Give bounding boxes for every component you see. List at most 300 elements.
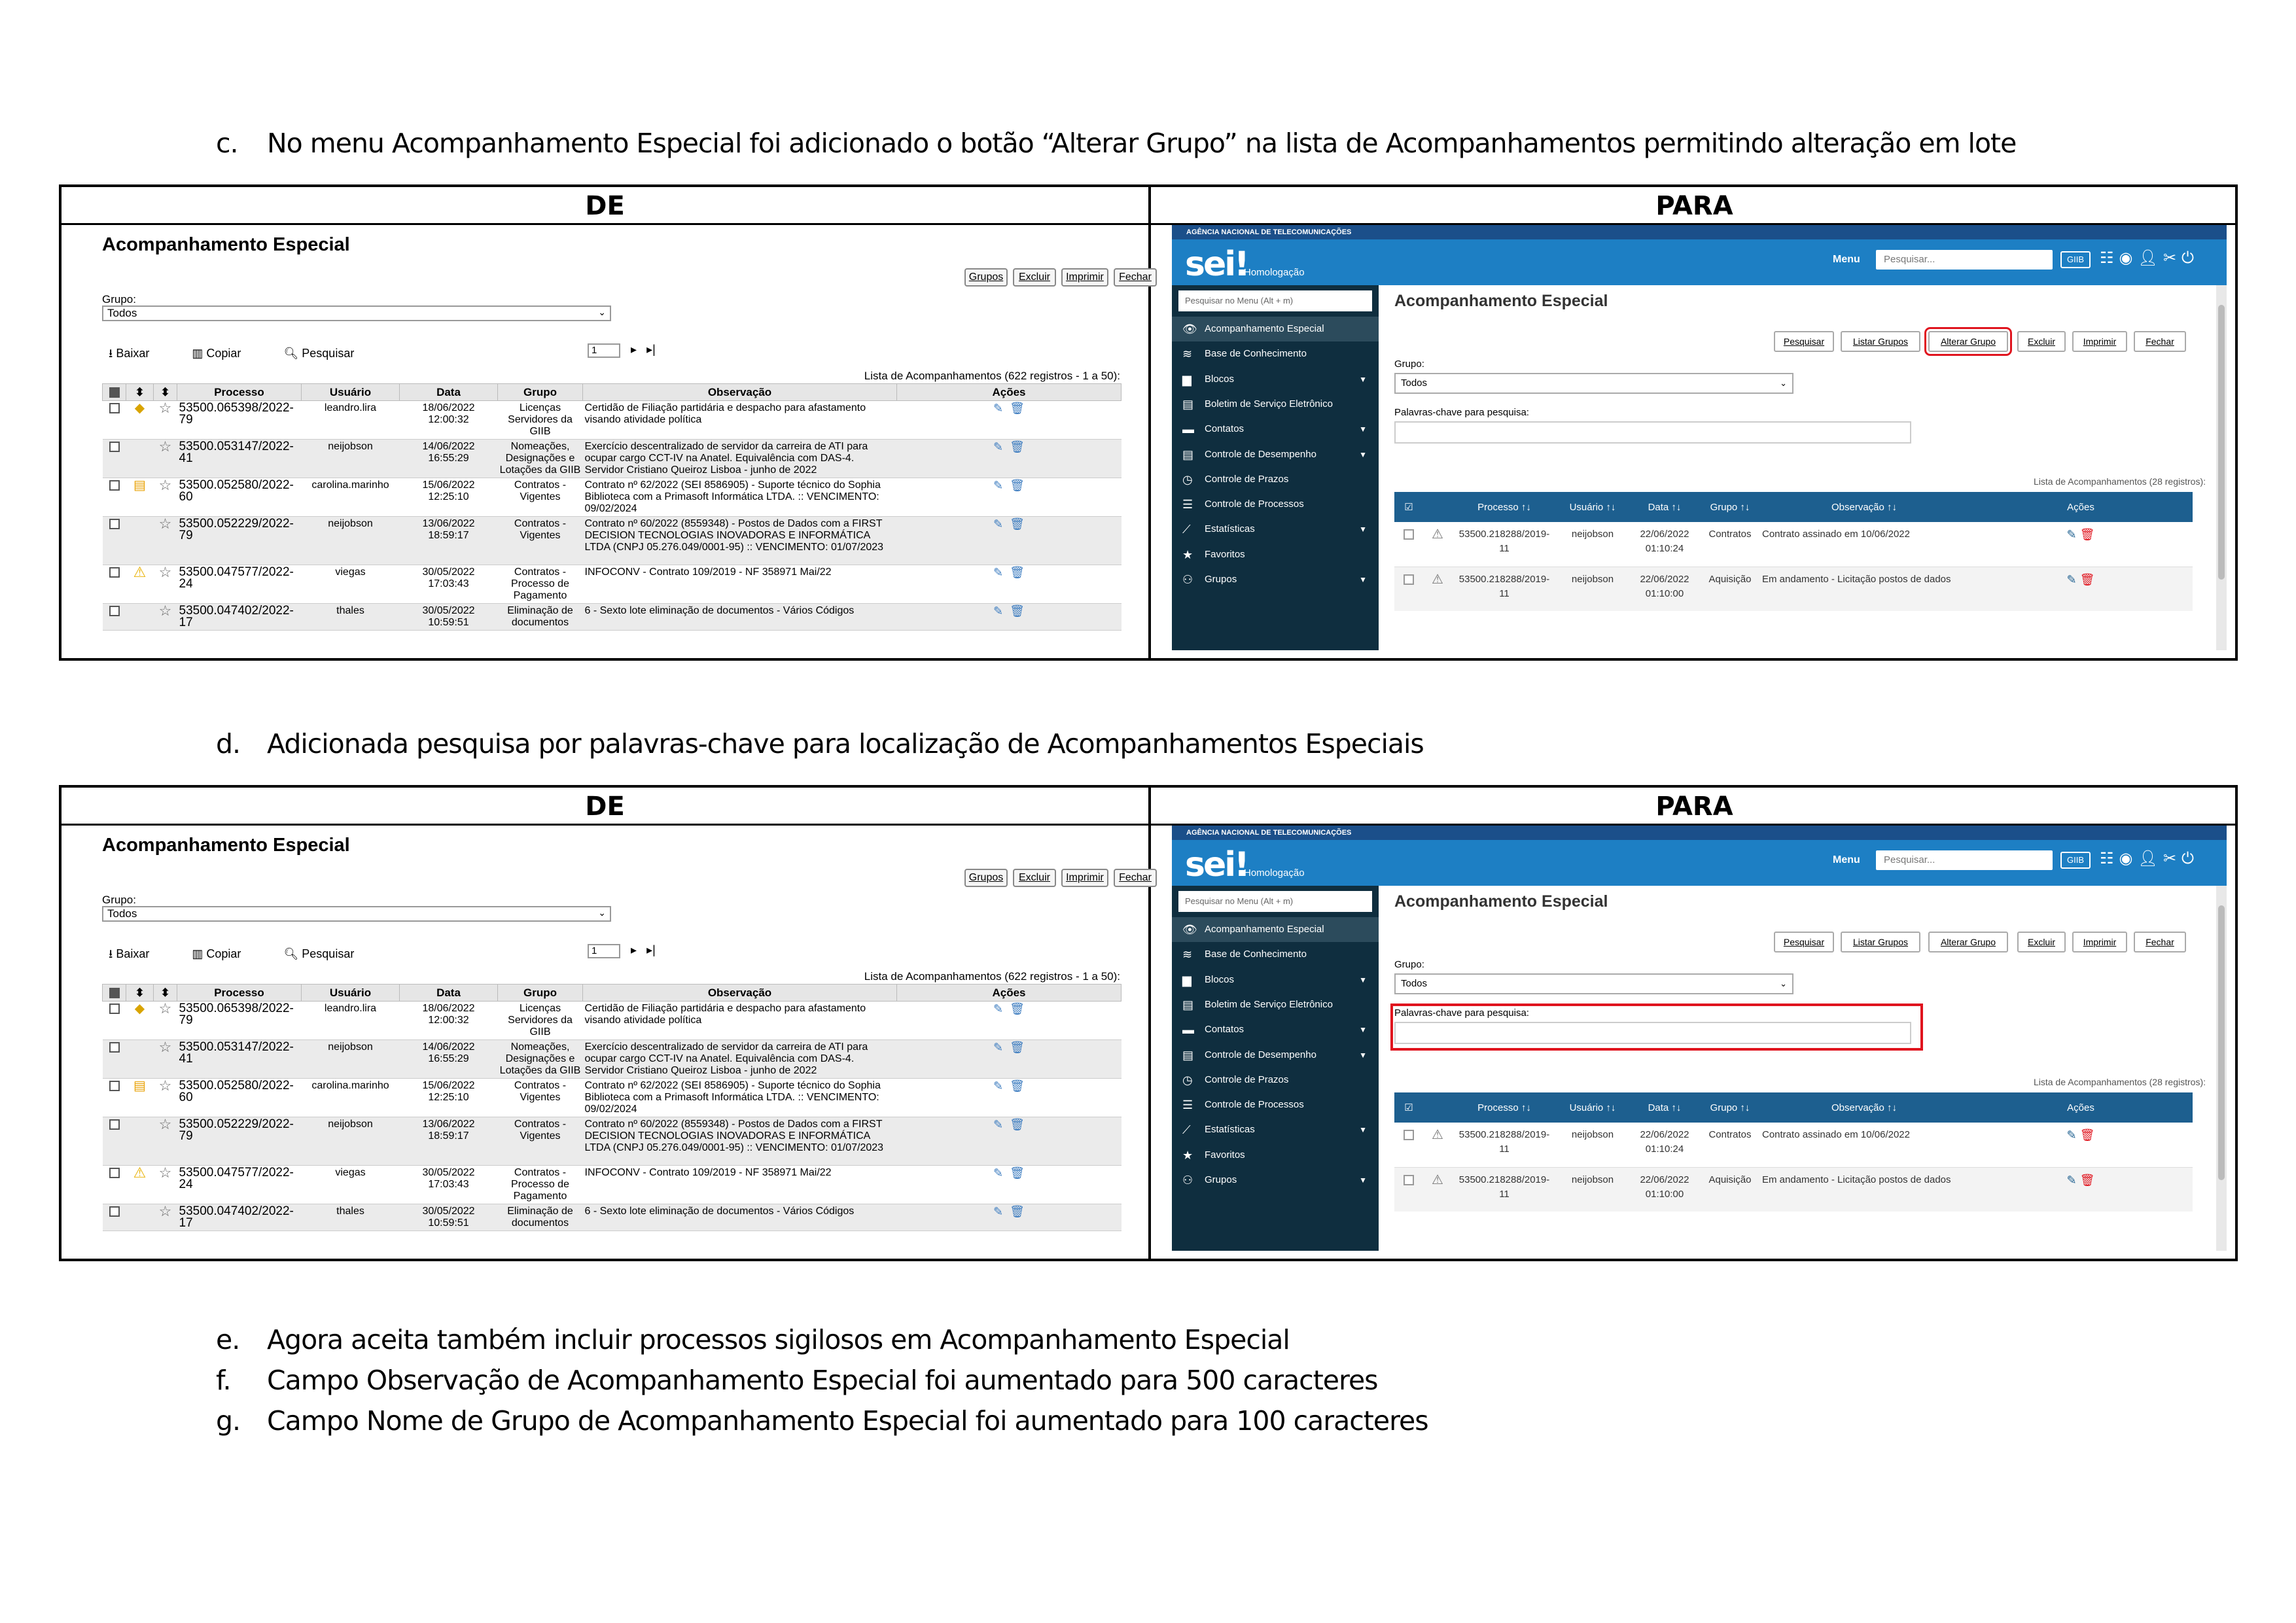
delete-icon[interactable]: 🗑︎ xyxy=(1010,1205,1025,1218)
expand-icon: ▼ xyxy=(1359,1050,1367,1060)
date-cell: 13/06/2022 18:59:17 xyxy=(400,1117,498,1166)
delete-icon[interactable]: 🗑︎ xyxy=(1010,1041,1025,1054)
sidebar-item[interactable]: ▬ Contatos ▼ xyxy=(1172,417,1379,442)
table-row[interactable] xyxy=(103,604,1122,631)
comparison-table-d xyxy=(59,785,2238,1261)
chevron-down-icon: ⌄ xyxy=(1780,378,1787,388)
old-fechar-button[interactable]: Fechar xyxy=(1114,869,1157,887)
sei-header xyxy=(1172,840,2227,886)
observation-cell: Contrato nº 60/2022 (8559348) - Postos de Dados com a FIRST DECISION TECNOLOGIAS INOVADORAS E INFORMÁTICA LTDA (CNPJ 05.276.049/0001-95) :: VENCIMENTO: 01/07/2023 xyxy=(583,1117,897,1166)
new-col-processo[interactable]: Processo ↑↓ xyxy=(1452,1092,1557,1123)
observation-cell: Em andamento - Licitação postos de dados xyxy=(1759,1167,1969,1212)
old-col-usuario[interactable]: Usuário xyxy=(302,384,400,401)
edit-icon[interactable]: ✎ xyxy=(993,1079,1004,1092)
row-checkbox[interactable] xyxy=(109,519,120,529)
table-row[interactable] xyxy=(103,1079,1122,1117)
sidebar-item[interactable]: ⚇ Grupos ▼ xyxy=(1172,1168,1379,1193)
grid-icon[interactable]: ☷ xyxy=(2100,850,2119,867)
column-divider xyxy=(1148,788,1151,1259)
star-icon[interactable]: ☆ xyxy=(154,1204,177,1231)
group-cell: Contratos xyxy=(1701,1123,1759,1167)
new-pesquisar-button[interactable]: Pesquisar xyxy=(1774,932,1834,952)
row-checkbox[interactable] xyxy=(1404,1175,1414,1185)
new-fechar-button[interactable]: Fechar xyxy=(2134,331,2186,352)
old-col-usuario[interactable]: Usuário xyxy=(302,985,400,1002)
group-cell: Licenças Servidores da GIIB xyxy=(498,401,583,440)
table-row[interactable] xyxy=(103,440,1122,478)
row-checkbox[interactable] xyxy=(109,442,120,452)
menu-icon: ◷ xyxy=(1182,1073,1193,1087)
process-link[interactable]: 53500.065398/2022-79 xyxy=(177,1002,302,1040)
user-icon[interactable]: 👤︎ xyxy=(2138,249,2163,267)
row-checkbox[interactable] xyxy=(1404,529,1414,540)
expand-icon: ▼ xyxy=(1359,449,1367,459)
observation-cell: Contrato nº 62/2022 (SEI 8586905) - Suporte técnico do Sophia Biblioteca com a Primasoft Informática LTDA. :: VENCIMENTO: 09/02/2024 xyxy=(583,478,897,517)
menu-icon: 👁 xyxy=(1182,323,1197,336)
old-record-count: Lista de Acompanhamentos (622 registros - 1 a 50): xyxy=(864,970,1120,983)
old-pesquisar-tool[interactable]: 🔍︎ Pesquisar xyxy=(283,347,355,360)
table-row[interactable] xyxy=(1394,567,2193,611)
table-row[interactable] xyxy=(103,1117,1122,1166)
edit-icon[interactable]: ✎ xyxy=(993,1118,1004,1131)
sidebar-item[interactable]: ☰ Controle de Processos xyxy=(1172,1092,1379,1117)
environment-label: Homologação xyxy=(1244,267,1305,278)
menu-icon: ⚇ xyxy=(1182,573,1193,586)
sidebar-item[interactable]: 👁 Acompanhamento Especial xyxy=(1172,917,1379,942)
new-imprimir-button[interactable]: Imprimir xyxy=(2072,932,2127,952)
warning-icon: ⚠ xyxy=(133,1164,147,1181)
old-col-observacao[interactable]: Observação xyxy=(583,384,897,401)
new-group-select[interactable]: Todos ⌄ xyxy=(1394,973,1793,994)
tag-icon: ◆ xyxy=(134,1002,145,1016)
sei-logo[interactable]: sei! xyxy=(1185,245,1248,284)
star-icon[interactable]: ☆ xyxy=(154,1040,177,1079)
scrollbar[interactable] xyxy=(2216,886,2227,1251)
old-excluir-button[interactable]: Excluir xyxy=(1013,869,1056,887)
group-cell: Eliminação de documentos xyxy=(498,1204,583,1231)
edit-icon[interactable]: ✎ xyxy=(993,440,1004,453)
expand-icon: ▼ xyxy=(1359,1125,1367,1135)
col-to-label: PARA xyxy=(1655,792,1733,822)
process-link[interactable]: 53500.052229/2022-79 xyxy=(177,1117,302,1166)
date-cell: 30/05/2022 17:03:43 xyxy=(400,1166,498,1204)
group-cell: Contratos - Vigentes xyxy=(498,517,583,565)
delete-icon[interactable]: 🗑︎ xyxy=(1010,479,1025,492)
date-cell: 15/06/2022 12:25:10 xyxy=(400,1079,498,1117)
table-row[interactable] xyxy=(103,1166,1122,1204)
sidebar-item[interactable]: ▤ Controle de Desempenho ▼ xyxy=(1172,442,1379,467)
new-col-acoes: Ações xyxy=(1969,1092,2193,1123)
scrollbar-thumb[interactable] xyxy=(2218,305,2225,580)
observation-cell: Exercício descentralizado de servidor da carreira de ATI para ocupar cargo CCT-IV na Anatel. Equivalência com DAS-4. Servidor Cristiano Queiroz Lisboa - junho de 2022 xyxy=(583,1040,897,1079)
old-baixar-tool[interactable]: ⭳ Baixar xyxy=(109,347,150,360)
star-icon[interactable]: ☆ xyxy=(154,604,177,631)
old-excluir-button[interactable]: Excluir xyxy=(1013,268,1056,287)
warning-icon: ⚠ xyxy=(133,564,147,580)
last-page-icon[interactable]: ▸| xyxy=(646,343,656,356)
old-col-processo[interactable]: Processo xyxy=(177,985,302,1002)
edit-icon[interactable]: ✎ xyxy=(2066,1173,2077,1187)
table-row[interactable] xyxy=(103,1002,1122,1040)
edit-icon[interactable]: ✎ xyxy=(993,604,1004,618)
global-search-input[interactable]: Pesquisar... xyxy=(1876,250,2053,270)
user-cell: neijobson xyxy=(1557,1167,1629,1212)
menu-search-input[interactable]: Pesquisar no Menu (Alt + m) xyxy=(1178,290,1372,311)
group-cell: Aquisição xyxy=(1701,1167,1759,1212)
note-g: g. Campo Nome de Grupo de Acompanhamento Especial foi aumentado para 100 caracteres xyxy=(216,1405,1428,1437)
process-link[interactable]: 53500.052229/2022-79 xyxy=(177,517,302,565)
row-checkbox[interactable] xyxy=(1404,1130,1414,1140)
date-cell: 15/06/2022 12:25:10 xyxy=(400,478,498,517)
sidebar-item[interactable]: ▆ Blocos ▼ xyxy=(1172,968,1379,992)
sidebar-item[interactable]: ▤ Boletim de Serviço Eletrônico xyxy=(1172,992,1379,1017)
row-checkbox[interactable] xyxy=(109,403,120,413)
new-table xyxy=(1394,1092,2193,1212)
unit-selector[interactable]: GIIB xyxy=(2060,251,2091,268)
expand-icon: ▼ xyxy=(1359,425,1367,434)
group-cell: Aquisição xyxy=(1701,567,1759,611)
user-icon[interactable]: 👤︎ xyxy=(2138,850,2163,867)
process-link[interactable]: 53500.065398/2022-79 xyxy=(177,401,302,440)
keyword-label: Palavras-chave para pesquisa: xyxy=(1394,407,1529,418)
note-f: f. Campo Observação de Acompanhamento Especial foi aumentado para 500 caracteres xyxy=(216,1365,1378,1396)
new-group-select[interactable]: Todos ⌄ xyxy=(1394,373,1793,394)
grid-icon[interactable]: ☷ xyxy=(2100,249,2119,267)
delete-icon[interactable]: 🗑︎ xyxy=(1010,1118,1025,1131)
menu-search-input[interactable]: Pesquisar no Menu (Alt + m) xyxy=(1178,891,1372,912)
power-icon[interactable]: ⏻ xyxy=(2181,249,2200,267)
old-group-select[interactable]: Todos ⌄ xyxy=(102,906,611,922)
sidebar-item[interactable]: ◷ Controle de Prazos xyxy=(1172,467,1379,492)
keyword-input[interactable] xyxy=(1394,421,1911,444)
menu-icon: ☰ xyxy=(1182,1098,1193,1112)
edit-icon[interactable]: ✎ xyxy=(2066,572,2077,586)
sidebar-item[interactable]: ⟋ Estatísticas ▼ xyxy=(1172,1117,1379,1142)
row-checkbox[interactable] xyxy=(109,1042,120,1053)
info-icon[interactable]: ◉ xyxy=(2119,249,2138,267)
menu-icon: ▤ xyxy=(1182,447,1194,461)
observation-cell: Certidão de Filiação partidária e despacho para afastamento visando atividade política xyxy=(583,401,897,440)
warning-icon: ⚠ xyxy=(1423,1167,1452,1212)
table-row[interactable] xyxy=(103,1040,1122,1079)
star-icon[interactable]: ☆ xyxy=(154,1002,177,1040)
new-listar-grupos-button[interactable]: Listar Grupos xyxy=(1841,331,1920,352)
sidebar-item[interactable]: ★ Favoritos xyxy=(1172,1143,1379,1168)
process-link[interactable]: 53500.218288/2019-11 xyxy=(1452,522,1557,567)
tools-icon[interactable]: ✂ xyxy=(2163,249,2182,267)
delete-icon[interactable]: 🗑︎ xyxy=(2079,1173,2095,1187)
date-cell: 18/06/2022 12:00:32 xyxy=(400,1002,498,1040)
old-grupos-button[interactable]: Grupos xyxy=(964,268,1008,287)
expand-icon: ▼ xyxy=(1359,525,1367,534)
old-screen xyxy=(101,225,1152,659)
old-pager xyxy=(588,343,656,358)
menu-icon: ▆ xyxy=(1182,372,1192,386)
table-row[interactable] xyxy=(1394,1167,2193,1212)
new-alterar-grupo-button[interactable]: Alterar Grupo xyxy=(1928,331,2008,352)
chevron-down-icon: ⌄ xyxy=(598,307,606,317)
global-search-input[interactable]: Pesquisar... xyxy=(1876,850,2053,870)
sidebar-item[interactable]: ⟋ Estatísticas ▼ xyxy=(1172,517,1379,542)
tag-icon: ◆ xyxy=(134,401,145,415)
old-col-grupo[interactable]: Grupo xyxy=(498,384,583,401)
table-row[interactable] xyxy=(1394,522,2193,567)
date-cell: 30/05/2022 10:59:51 xyxy=(400,1204,498,1231)
edit-icon[interactable]: ✎ xyxy=(993,1041,1004,1054)
column-divider xyxy=(1148,187,1151,658)
edit-icon[interactable]: ✎ xyxy=(993,1002,1004,1015)
sei-logo[interactable]: sei! xyxy=(1185,845,1248,884)
delete-icon[interactable]: 🗑︎ xyxy=(1010,566,1025,579)
star-icon[interactable]: ☆ xyxy=(154,478,177,517)
star-icon[interactable]: ☆ xyxy=(154,565,177,604)
row-checkbox[interactable] xyxy=(109,1081,120,1091)
sidebar-item[interactable]: 👁 Acompanhamento Especial xyxy=(1172,317,1379,341)
info-icon[interactable]: ◉ xyxy=(2119,850,2138,867)
section-d-heading: d. Adicionada pesquisa por palavras-chave para localização de Acompanhamentos Especiais xyxy=(216,728,1424,759)
menu-icon: ▬ xyxy=(1182,423,1194,436)
delete-icon[interactable]: 🗑︎ xyxy=(1010,402,1025,415)
new-col-grupo[interactable]: Grupo ↑↓ xyxy=(1701,1092,1759,1123)
process-link[interactable]: 53500.053147/2022-41 xyxy=(177,440,302,478)
table-row[interactable] xyxy=(103,401,1122,440)
edit-icon[interactable]: ✎ xyxy=(993,1205,1004,1218)
edit-icon[interactable]: ✎ xyxy=(2066,1128,2077,1142)
table-row[interactable] xyxy=(103,1204,1122,1231)
edit-icon[interactable]: ✎ xyxy=(993,517,1004,531)
new-col-observacao[interactable]: Observação ↑↓ xyxy=(1759,492,1969,522)
old-baixar-tool[interactable]: ⭳ Baixar xyxy=(109,947,150,960)
old-select-all[interactable] xyxy=(103,384,126,401)
sidebar-item[interactable]: ★ Favoritos xyxy=(1172,542,1379,567)
table-row[interactable] xyxy=(1394,1123,2193,1167)
warning-icon: ⚠ xyxy=(1423,1123,1452,1167)
process-link[interactable]: 53500.047402/2022-17 xyxy=(177,1204,302,1231)
process-link[interactable]: 53500.047402/2022-17 xyxy=(177,604,302,631)
user-cell: neijobson xyxy=(1557,1123,1629,1167)
sidebar-item[interactable]: ☰ Controle de Processos xyxy=(1172,492,1379,517)
row-checkbox[interactable] xyxy=(109,1206,120,1217)
header-icons xyxy=(2100,249,2199,268)
sidebar-item[interactable]: ▬ Contatos ▼ xyxy=(1172,1017,1379,1042)
table-row[interactable] xyxy=(103,565,1122,604)
new-screen xyxy=(1172,225,2227,650)
sidebar-item[interactable]: ▤ Controle de Desempenho ▼ xyxy=(1172,1043,1379,1068)
new-fechar-button[interactable]: Fechar xyxy=(2134,932,2186,952)
observation-cell: Contrato nº 60/2022 (8559348) - Postos de Dados com a FIRST DECISION TECNOLOGIAS INOVADORAS E INFORMÁTICA LTDA (CNPJ 05.276.049/0001-95) :: VENCIMENTO: 01/07/2023 xyxy=(583,517,897,565)
new-pesquisar-button[interactable]: Pesquisar xyxy=(1774,331,1834,352)
group-cell: Eliminação de documentos xyxy=(498,604,583,631)
group-cell: Licenças Servidores da GIIB xyxy=(498,1002,583,1040)
row-checkbox[interactable] xyxy=(109,567,120,578)
new-imprimir-button[interactable]: Imprimir xyxy=(2072,331,2127,352)
scrollbar-thumb[interactable] xyxy=(2218,905,2225,1180)
menu-icon: ◷ xyxy=(1182,472,1193,486)
keyword-label: Palavras-chave para pesquisa: xyxy=(1394,1007,1529,1019)
group-cell: Contratos - Processo de Pagamento xyxy=(498,565,583,604)
main-content xyxy=(1394,886,2206,1251)
old-imprimir-button[interactable]: Imprimir xyxy=(1061,869,1108,887)
user-cell: thales xyxy=(302,1204,400,1231)
sidebar xyxy=(1172,285,1379,650)
star-icon[interactable]: ☆ xyxy=(154,1166,177,1204)
new-col-observacao[interactable]: Observação ↑↓ xyxy=(1759,1092,1969,1123)
sidebar-item[interactable]: ▤ Boletim de Serviço Eletrônico xyxy=(1172,392,1379,417)
delete-icon[interactable]: 🗑︎ xyxy=(1010,1166,1025,1179)
old-col-data[interactable]: Data xyxy=(400,985,498,1002)
menu-icon: 👁 xyxy=(1182,923,1197,936)
old-record-count: Lista de Acompanhamentos (622 registros - 1 a 50): xyxy=(864,370,1120,382)
observation-cell: Contrato assinado em 10/06/2022 xyxy=(1759,522,1969,567)
old-pesquisar-tool[interactable]: 🔍︎ Pesquisar xyxy=(283,947,355,960)
old-imprimir-button[interactable]: Imprimir xyxy=(1061,268,1108,287)
row-checkbox[interactable] xyxy=(1404,574,1414,585)
new-listar-grupos-button[interactable]: Listar Grupos xyxy=(1841,932,1920,952)
date-cell: 22/06/2022 01:10:00 xyxy=(1629,1167,1701,1212)
old-copiar-tool[interactable]: ▥ Copiar xyxy=(192,347,241,360)
new-select-all[interactable]: ☑ xyxy=(1394,492,1423,522)
new-col-processo[interactable]: Processo ↑↓ xyxy=(1452,492,1557,522)
new-screen xyxy=(1172,826,2227,1251)
new-col-acoes: Ações xyxy=(1969,492,2193,522)
unit-selector[interactable]: GIIB xyxy=(2060,852,2091,869)
menu-icon: ▆ xyxy=(1182,973,1192,986)
observation-cell: Em andamento - Licitação postos de dados xyxy=(1759,567,1969,611)
edit-icon[interactable]: ✎ xyxy=(2066,528,2077,541)
process-link[interactable]: 53500.218288/2019-11 xyxy=(1452,1167,1557,1212)
delete-icon[interactable]: 🗑︎ xyxy=(1010,517,1025,531)
edit-icon[interactable]: ✎ xyxy=(993,566,1004,579)
old-fechar-button[interactable]: Fechar xyxy=(1114,268,1157,287)
next-page-icon[interactable]: ▸ xyxy=(631,943,637,956)
delete-icon[interactable]: 🗑︎ xyxy=(2079,1128,2095,1142)
menu-icon: ▤ xyxy=(1182,397,1194,411)
user-cell: neijobson xyxy=(302,1117,400,1166)
old-page-select[interactable]: 1 xyxy=(588,944,620,958)
scrollbar[interactable] xyxy=(2216,285,2227,650)
process-link[interactable]: 53500.047577/2022-24 xyxy=(177,565,302,604)
edit-icon[interactable]: ✎ xyxy=(993,1166,1004,1179)
user-cell: neijobson xyxy=(302,1040,400,1079)
table-row[interactable] xyxy=(103,517,1122,565)
row-checkbox[interactable] xyxy=(109,1003,120,1014)
menu-icon: ★ xyxy=(1182,1148,1193,1162)
user-cell: neijobson xyxy=(1557,522,1629,567)
star-icon[interactable]: ☆ xyxy=(154,517,177,565)
old-group-select[interactable]: Todos ⌄ xyxy=(102,305,611,321)
new-record-count: Lista de Acompanhamentos (28 registros): xyxy=(2033,476,2206,487)
star-icon[interactable]: ☆ xyxy=(154,1117,177,1166)
tools-icon[interactable]: ✂ xyxy=(2163,850,2182,867)
row-checkbox[interactable] xyxy=(109,1168,120,1178)
date-cell: 14/06/2022 16:55:29 xyxy=(400,440,498,478)
process-link[interactable]: 53500.218288/2019-11 xyxy=(1452,1123,1557,1167)
process-link[interactable]: 53500.052580/2022-60 xyxy=(177,478,302,517)
process-link[interactable]: 53500.218288/2019-11 xyxy=(1452,567,1557,611)
delete-icon[interactable]: 🗑︎ xyxy=(1010,1002,1025,1015)
process-link[interactable]: 53500.053147/2022-41 xyxy=(177,1040,302,1079)
edit-icon[interactable]: ✎ xyxy=(993,479,1004,492)
notes-list xyxy=(216,1324,1428,1446)
old-table: ⬍ ⬍ Processo Usuário Data Grupo Observação Ações ◆ ☆ 53500.065398/2022-79 leandro.lira 18/06/2022 12:00:32 Licenças Servidores da GIIB Certidão de Filiação partidária e despacho para afastamento visando atividade política ✎ 🗑︎ ☆ 53500.053147/2022-41 neijobson 14/06/2022 16:55:29 Nomeações, Designações e Lotações da GIIB Exercício descentralizado de servidor da carreira de ATI para ocupar cargo CCT-IV na Anatel. Equivalência com DAS-4. Servidor Cristiano Queiroz Lisboa - junho de 2022 ✎ 🗑︎ ▤ ☆ 53500.052580/2022-60 carolina.marinho 15/06/2022 12:25:10 Contratos - Vigentes Contrato nº 62/2022 (SEI 8586905) - Suporte técnico do Sophia Biblioteca com a Primasoft Informática LTDA. :: VENCIMENTO: 09/02/2024 ✎ 🗑︎ ☆ 53500.052229/2022-79 neijobson 13/06/2022 18:59:17 Contratos - Vigentes Contrato nº 60/2022 (8559348) - Postos de Dados com a FIRST DECISION TECNOLOGIAS INOVADORAS E INFORMÁTICA LTDA (CNPJ 05.276.049/0001-95) :: VENCIMENTO: 01/07/2023 ✎ 🗑︎ ⚠ ☆ 53500.047577/2022-24 viegas 30/05/2022 17:03:43 Contratos - Processo de Pagamento INFOCONV - Contrato 109/2019 - NF 358971 Mai/22 ✎ 🗑︎ ☆ 53500.047402/2022-17 thales 30/05/2022 10:59:51 Eliminação de documentos 6 - Sexto lote eliminação de documentos - Vários Códigos ✎ 🗑︎ xyxy=(102,383,1122,631)
main-content xyxy=(1394,285,2206,650)
sidebar-item[interactable]: ≋ Base de Conhecimento xyxy=(1172,341,1379,366)
power-icon[interactable]: ⏻ xyxy=(2181,850,2200,867)
group-cell: Contratos - Vigentes xyxy=(498,478,583,517)
old-grupos-button[interactable]: Grupos xyxy=(964,869,1008,887)
old-col-observacao[interactable]: Observação xyxy=(583,985,897,1002)
old-col-data[interactable]: Data xyxy=(400,384,498,401)
process-link[interactable]: 53500.047577/2022-24 xyxy=(177,1166,302,1204)
date-cell: 13/06/2022 18:59:17 xyxy=(400,517,498,565)
observation-cell: 6 - Sexto lote eliminação de documentos - Vários Códigos xyxy=(583,604,897,631)
delete-icon[interactable]: 🗑︎ xyxy=(1010,604,1025,618)
menu-icon: ▤ xyxy=(1182,998,1194,1011)
menu-link[interactable]: Menu xyxy=(1833,254,1860,265)
new-page-title: Acompanhamento Especial xyxy=(1394,892,1608,911)
next-page-icon[interactable]: ▸ xyxy=(631,343,637,356)
comparison-table-c xyxy=(59,184,2238,661)
sidebar-item[interactable]: ≋ Base de Conhecimento xyxy=(1172,942,1379,967)
chevron-down-icon: ⌄ xyxy=(598,907,606,918)
menu-link[interactable]: Menu xyxy=(1833,854,1860,865)
new-excluir-button[interactable]: Excluir xyxy=(2017,331,2066,352)
sidebar-item[interactable]: ⚇ Grupos ▼ xyxy=(1172,567,1379,592)
star-icon[interactable]: ☆ xyxy=(154,440,177,478)
new-col-usuario[interactable]: Usuário ↑↓ xyxy=(1557,1092,1629,1123)
document-icon: ▤ xyxy=(133,1079,146,1093)
note-e: e. Agora aceita também incluir processos sigilosos em Acompanhamento Especial xyxy=(216,1324,1290,1355)
group-cell: Contratos - Vigentes xyxy=(498,1117,583,1166)
new-col-data[interactable]: Data ↑↓ xyxy=(1629,1092,1701,1123)
old-col-processo[interactable]: Processo xyxy=(177,384,302,401)
new-col-usuario[interactable]: Usuário ↑↓ xyxy=(1557,492,1629,522)
delete-icon[interactable]: 🗑︎ xyxy=(2079,528,2095,541)
date-cell: 30/05/2022 17:03:43 xyxy=(400,565,498,604)
last-page-icon[interactable]: ▸| xyxy=(646,943,656,956)
delete-icon[interactable]: 🗑︎ xyxy=(1010,440,1025,453)
edit-icon[interactable]: ✎ xyxy=(993,402,1004,415)
table-row[interactable] xyxy=(103,478,1122,517)
old-select-all[interactable] xyxy=(103,985,126,1002)
new-alterar-grupo-button[interactable]: Alterar Grupo xyxy=(1928,932,2008,952)
chevron-down-icon: ⌄ xyxy=(1780,979,1787,988)
star-icon[interactable]: ☆ xyxy=(154,1079,177,1117)
old-group-label: Grupo: xyxy=(102,894,136,906)
row-checkbox[interactable] xyxy=(109,1119,120,1130)
new-col-grupo[interactable]: Grupo ↑↓ xyxy=(1701,492,1759,522)
delete-icon[interactable]: 🗑︎ xyxy=(1010,1079,1025,1092)
old-col-grupo[interactable]: Grupo xyxy=(498,985,583,1002)
sidebar-item[interactable]: ▆ Blocos ▼ xyxy=(1172,367,1379,392)
observation-cell: Contrato assinado em 10/06/2022 xyxy=(1759,1123,1969,1167)
row-checkbox[interactable] xyxy=(109,606,120,616)
process-link[interactable]: 53500.052580/2022-60 xyxy=(177,1079,302,1117)
old-page-select[interactable]: 1 xyxy=(588,343,620,358)
delete-icon[interactable]: 🗑︎ xyxy=(2079,572,2095,586)
group-cell: Contratos - Processo de Pagamento xyxy=(498,1166,583,1204)
new-record-count: Lista de Acompanhamentos (28 registros): xyxy=(2033,1077,2206,1087)
menu-icon: ⟋ xyxy=(1182,523,1191,536)
new-col-data[interactable]: Data ↑↓ xyxy=(1629,492,1701,522)
new-excluir-button[interactable]: Excluir xyxy=(2017,932,2066,952)
row-checkbox[interactable] xyxy=(109,480,120,491)
sidebar-item[interactable]: ◷ Controle de Prazos xyxy=(1172,1068,1379,1092)
star-icon[interactable]: ☆ xyxy=(154,401,177,440)
old-copiar-tool[interactable]: ▥ Copiar xyxy=(192,947,241,960)
new-group-label: Grupo: xyxy=(1394,959,1424,970)
new-select-all[interactable]: ☑ xyxy=(1394,1092,1423,1123)
